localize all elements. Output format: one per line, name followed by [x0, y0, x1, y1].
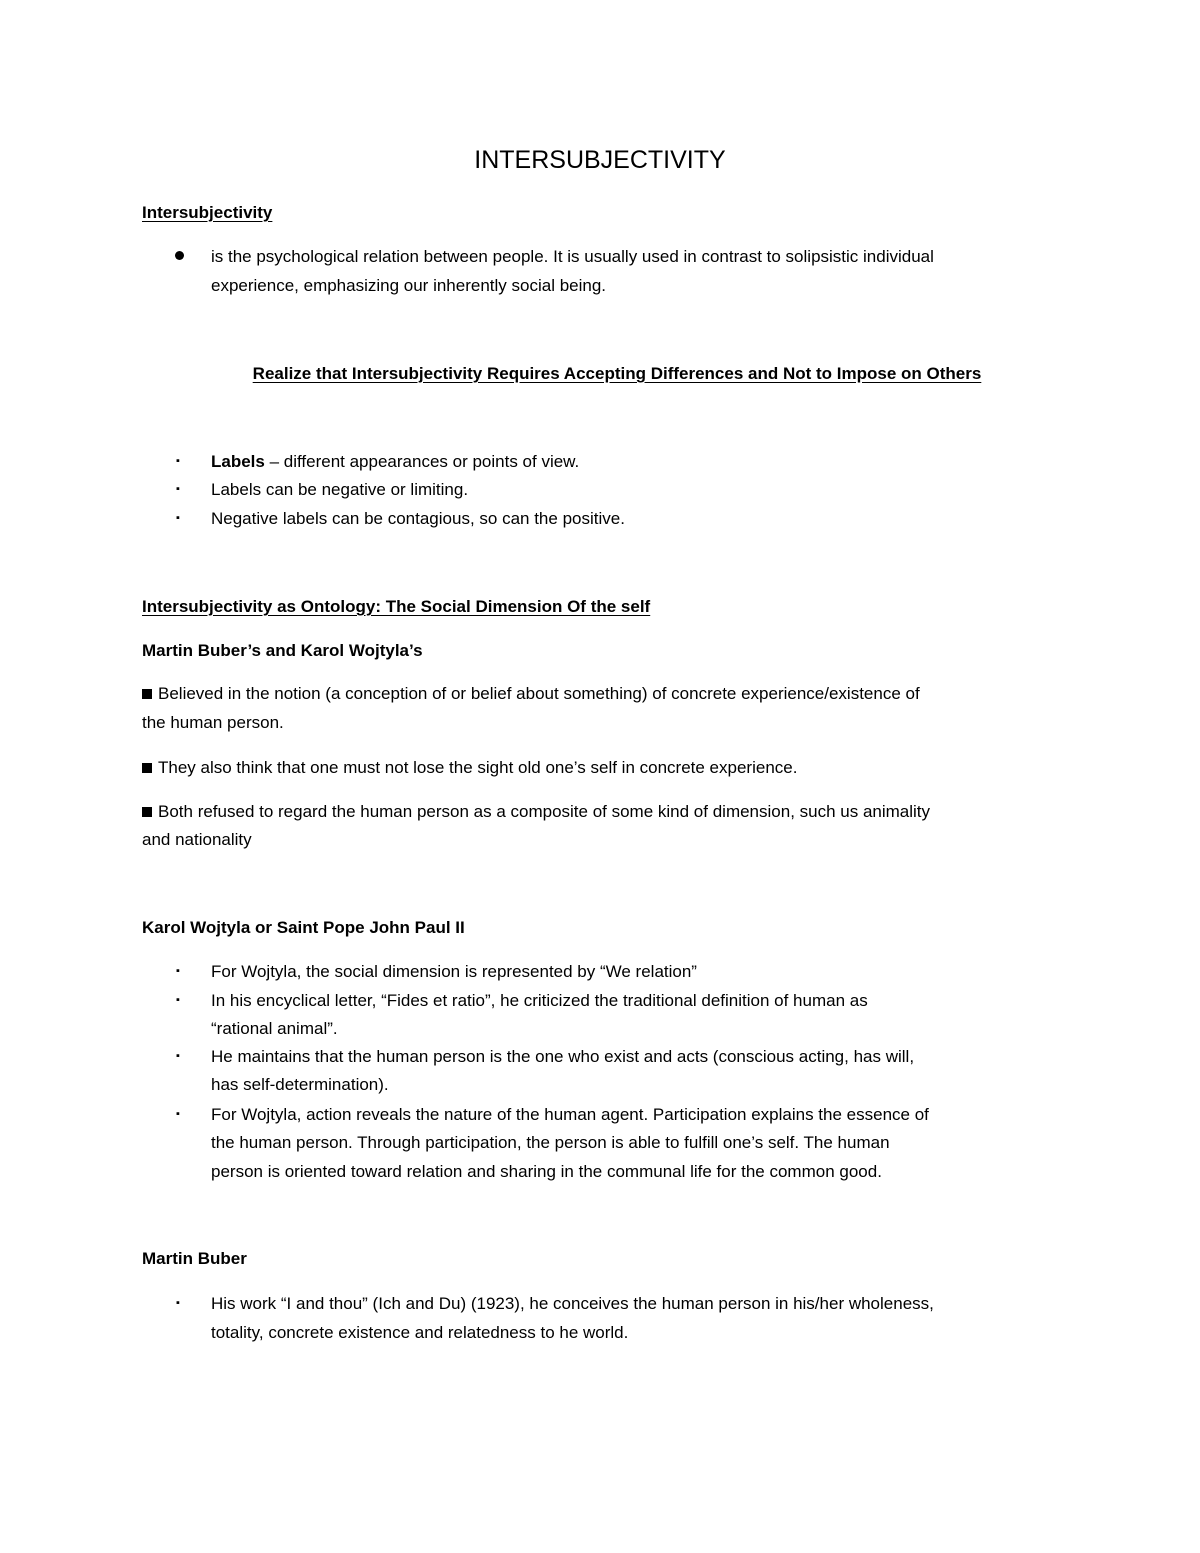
square-bullet-icon [142, 807, 152, 817]
square-bullet-icon: ▪ [176, 1297, 180, 1309]
paragraph-1-line-1: Believed in the notion (a conception of or belief about something) of concrete experience/existence of [142, 685, 920, 702]
wojtyla-item-3-line-1: He maintains that the human person is the one who exist and acts (conscious acting, has will, [211, 1047, 915, 1066]
wojtyla-item-4-line-2: the human person. Through participation, the person is able to fulfill one’s self. The human [211, 1133, 890, 1152]
buber-item-1-line-2: totality, concrete existence and relatedness to he world. [211, 1323, 629, 1342]
section-heading-wojtyla: Karol Wojtyla or Saint Pope John Paul II [142, 918, 465, 937]
section-heading-ontology: Intersubjectivity as Ontology: The Social Dimension Of the self [142, 597, 651, 616]
label-item-1-bold: Labels [211, 452, 265, 471]
label-item-3: Negative labels can be contagious, so can the positive. [211, 509, 625, 528]
section-heading-accepting-differences: Realize that Intersubjectivity Requires Accepting Differences and Not to Impose on Others [252, 364, 982, 383]
square-bullet-icon: ▪ [176, 994, 180, 1006]
bullet-dot-icon [175, 251, 184, 260]
definition-line-1: is the psychological relation between people. It is usually used in contrast to solipsistic individual [211, 247, 934, 266]
square-bullet-icon: ▪ [176, 455, 180, 467]
buber-item-1-line-1: His work “I and thou” (Ich and Du) (1923), he conceives the human person in his/her wholeness, [211, 1294, 934, 1313]
label-item-2: Labels can be negative or limiting. [211, 480, 469, 499]
square-bullet-icon: ▪ [176, 1108, 180, 1120]
wojtyla-item-2-line-1: In his encyclical letter, “Fides et ratio”, he criticized the traditional definition of human as [211, 991, 868, 1010]
paragraph-3-line-2: and nationality [142, 830, 252, 849]
paragraph-3-line-1: Both refused to regard the human person as a composite of some kind of dimension, such us animality [142, 803, 930, 820]
square-bullet-icon: ▪ [176, 483, 180, 495]
square-bullet-icon: ▪ [176, 965, 180, 977]
section-heading-intersubjectivity: Intersubjectivity [142, 203, 273, 222]
paragraph-2-line-1: They also think that one must not lose the sight old one’s self in concrete experience. [142, 759, 797, 776]
square-bullet-icon: ▪ [176, 512, 180, 524]
wojtyla-item-2-line-2: “rational animal”. [211, 1019, 338, 1038]
wojtyla-item-4-line-3: person is oriented toward relation and sharing in the communal life for the common good. [211, 1162, 882, 1181]
label-item-1-text: – different appearances or points of view. [264, 452, 580, 471]
square-bullet-icon [142, 763, 152, 773]
subheading-buber-wojtyla: Martin Buber’s and Karol Wojtyla’s [142, 641, 423, 660]
definition-line-2: experience, emphasizing our inherently social being. [211, 276, 607, 295]
page-title: INTERSUBJECTIVITY [474, 146, 726, 174]
wojtyla-item-4-line-1: For Wojtyla, action reveals the nature of the human agent. Participation explains the essence of [211, 1105, 929, 1124]
square-bullet-icon: ▪ [176, 1050, 180, 1062]
wojtyla-item-1-line-1: For Wojtyla, the social dimension is represented by “We relation” [211, 962, 697, 981]
square-bullet-icon [142, 689, 152, 699]
paragraph-1-line-2: the human person. [142, 713, 284, 732]
label-item-1 [211, 453, 579, 470]
wojtyla-item-3-line-2: has self-determination). [211, 1075, 389, 1094]
section-heading-buber: Martin Buber [142, 1249, 247, 1268]
